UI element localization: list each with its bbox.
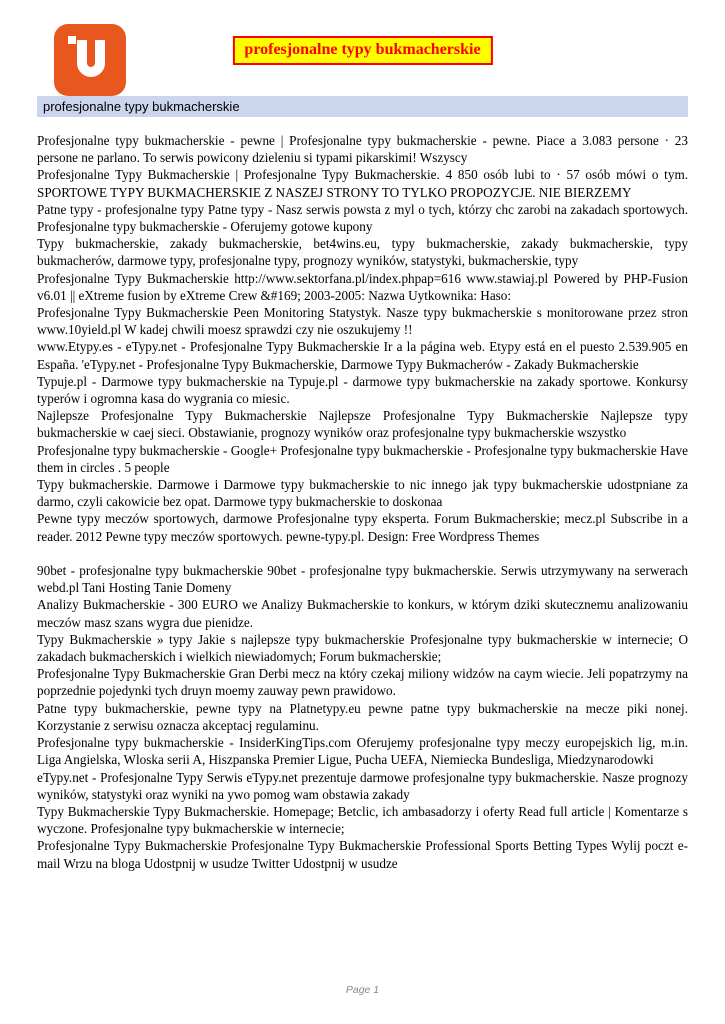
document-paragraph: Typy Bukmacherskie Typy Bukmacherskie. Homepage; Betclic, ich ambasadorzy i oferty Read full article | Komentarze s wyczone. Profesjonalne typy bukmacherskie w internecie; [37,803,688,837]
document-paragraph: Profesjonalne Typy Bukmacherskie http://www.sektorfana.pl/index.phpap=616 www.stawiaj.pl Powered by PHP-Fusion v6.01 || eXtreme fusion by eXtreme Crew &#169; 2003-2005: Nazwa Uytkownika: Haso: [37,270,688,303]
document-title-box: profesjonalne typy bukmacherskie [232,36,492,65]
document-paragraph: Profesjonalne typy bukmacherskie - InsiderKingTips.com Oferujemy profesjonalne typy meczy europejskich lig, m.in. Liga Angielska, Wloska serii A, Hiszpanska Premier Ligue, Pucha UEFA, Niemiecka Bundesliga, Miedzynarodowki [37,735,688,768]
document-paragraph: Najlepsze Profesjonalne Typy Bukmacherskie Najlepsze Profesjonalne Typy Bukmacherskie Najlepsze typy bukmacherskie w caej sieci. Obstawianie, prognozy wyników oraz profesjonalne typy bukmacherskie wszystko [37,408,688,441]
document-paragraph: Patne typy - profesjonalne typy Patne typy - Nasz serwis powsta z myl o tych, którzy chc zarobi na zakadach sportowych. Profesjonalne typy bukmacherskie - Oferujemy gotowe kupony [37,201,688,235]
document-paragraph: Profesjonalne typy bukmacherskie - Google+ Profesjonalne typy bukmacherskie - Profesjonalne typy bukmacherskie Have them in circles . 5 people [37,442,688,475]
site-logo-icon [54,24,126,96]
document-paragraph: Profesjonalne Typy Bukmacherskie Peen Monitoring Statystyk. Nasze typy bukmacherskie s monitorowane przez stron www.10yield.pl W kadej chwili moesz sprawdzi czy nie oszukujemy !! [37,305,688,338]
page-footer [0,984,725,996]
page-header [0,0,725,96]
document-paragraph: Profesjonalne Typy Bukmacherskie Profesjonalne Typy Bukmacherskie Professional Sports Betting Types Wylij poczt e-mail Wrzu na bloga Udostpnij w usudze Twitter Udostpnij w usudze [37,838,688,871]
document-subtitle-bar: profesjonalne typy bukmacherskie [37,96,688,117]
document-paragraph: Pewne typy meczów sportowych, darmowe Profesjonalne typy eksperta. Forum Bukmacherskie; mecz.pl Subscribe in a reader. 2012 Pewne typy meczów sportowych. pewne-typy.pl. Design: Free Wordpress Themes [37,511,688,544]
document-paragraph: Typy bukmacherskie, zakady bukmacherskie, bet4wins.eu, typy bukmacherskie, zakady bukmacherskie, typy bukmacherów, darmowe typy, profesjonalne typy, prognozy wyników, statystyki, bukmacherskie, typy [37,236,688,269]
document-body [37,132,688,872]
document-paragraph: Profesjonalne typy bukmacherskie - pewne | Profesjonalne typy bukmacherskie - pewne. Piace a 3.083 persone · 23 persone ne parlano. To serwis powicony dzieleniu si typami pikarskimi! Wszyscy [37,133,688,166]
document-paragraph: 90bet - profesjonalne typy bukmacherskie 90bet - profesjonalne typy bukmacherskie. Serwis utrzymywany na serwerach webd.pl Tani Hosting Tanie Domeny [37,563,688,596]
site-logo[interactable] [54,24,126,96]
paragraph-spacer [37,545,688,562]
document-paragraph: Typuje.pl - Darmowe typy bukmacherskie na Typuje.pl - darmowe typy bukmacherskie na zakady sportowe. Konkursy typerów i ogromna kasa do wygrania co miesic. [37,373,688,407]
document-paragraph: Typy bukmacherskie. Darmowe i Darmowe typy bukmacherskie to nic innego jak typy bukmacherskie udostpniane za darmo, czyli cakowicie bez opat. Darmowe typy bukmacherskie to doskonaa [37,477,688,510]
document-paragraph: eTypy.net - Profesjonalne Typy Serwis eTypy.net prezentuje darmowe profesjonalne typy bukmacherskie. Nasze prognozy wyników, statystyki oraz wyniki na ywo pomog wam obstawia zakady [37,769,688,802]
document-paragraph: www.Etypy.es - eTypy.net - Profesjonalne Typy Bukmacherskie Ir a la página web. Etypy está en el puesto 2.539.905 en España. 'eTypy.net - Profesjonalne Typy Bukmacherskie, Darmowe Typy Bukmacherów - Zakady Bukmacherskie [37,339,688,372]
page-number-label: Page 1 [345,984,380,996]
document-paragraph: Patne typy bukmacherskie, pewne typy na Platnetypy.eu pewne patne typy bukmacherskie na mecze piki nonej. Korzystanie z serwisu oznacza akceptacj regulaminu. [37,700,688,733]
document-paragraph: Analizy Bukmacherskie - 300 EURO we Analizy Bukmacherskie to konkurs, w którym dziki skutecznemu analizowaniu meczów masz szans wygra due pienidze. [37,597,688,630]
document-paragraph: Profesjonalne Typy Bukmacherskie | Profesjonalne Typy Bukmacherskie. 4 850 osób lubi to · 57 osób mówi o tym. SPORTOWE TYPY BUKMACHERSKIE Z NASZEJ STRONY TO TYLKO PROPOZYCJE. NIE BIERZEMY [37,167,688,200]
document-paragraph: Profesjonalne Typy Bukmacherskie Gran Derbi mecz na który czekaj miliony widzów na caym wiecie. Jeli popatrzymy na poprzednie pojedynki tych druyn moemy zauway pewn prawidowo. [37,666,688,699]
document-paragraph: Typy Bukmacherskie » typy Jakie s najlepsze typy bukmacherskie Profesjonalne typy bukmacherskie w internecie; O zakadach bukmacherskich i wielkich niewiadomych; Forum bukmacherskie; [37,631,688,665]
